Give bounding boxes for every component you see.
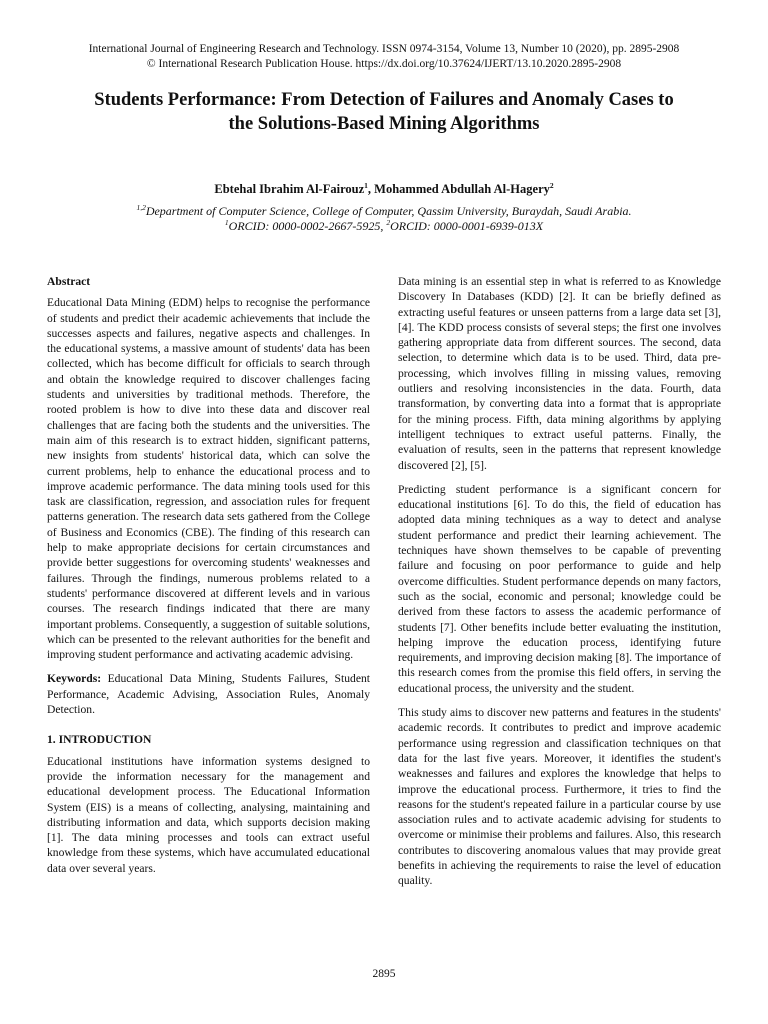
orcid-2-text: ORCID: 0000-0001-6939-013X [390, 219, 544, 233]
paper-title-line-2: the Solutions-Based Mining Algorithms [228, 114, 540, 134]
author-separator: , [367, 182, 375, 196]
abstract-text: Educational Data Mining (EDM) helps to recognise the performance of students and predict their academic achievements that include the successes aspects and failures, negative aspects and challenges. In the educational systems, a massive amount of students' data has been collected, which has become difficult for officials to search through and obtain the knowledge required to discover challenges facing students and universities by traditional methods. Therefore, the rooted problem is how to dive into these data and discover real challenges that are facing both the students and the universities. The main aim of this research is to extract hidden, significant patterns, new insights from students' historical data, which can solve the current problems, help to enhance the educational process and to improve academic performance. The data mining tools used for this task are classification, regression, and association rules for frequent patterns generation. The research data sets gathered from the College of Business and Economics (CBE). The finding of this research can help to make appropriate decisions for certain circumstances and provide better suggestions for overcoming students' weaknesses and failures. Through the findings, numerous problems related to a students' performance discovered at different levels and in various courses. The research findings indicated that there are many important problems. Consequently, a suggestion of suitable solutions, which can be presented to the relevant authorities for the benefit and improving student performance and activating academic advising. [47, 296, 370, 662]
department-superscript: 1,2 [136, 203, 146, 212]
department-text: Department of Computer Science, College of Computer, Qassim University, Buraydah, Saudi Arabia. [145, 204, 632, 218]
author-2-superscript: 2 [549, 180, 554, 190]
introduction-paragraph-4: This study aims to discover new patterns and features in the students' academic records. It contributes to predict and improve academic performance using regression and classification techniques on that data for the last five years. Moreover, it identifies the student's weaknesses and failures and explores the knowledge that helps to improve the educational process. Furthermore, it tries to find the reasons for the student's repeated failure in a particular course by use association rules and to activate academic advising for students to overcome or minimise their problems and failures. Also, this research contributes to discovering anomalous values that may provide great benefits in achieving the requirements to raise the level of education quality. [398, 706, 721, 888]
orcid-line [0, 219, 768, 234]
right-column [398, 274, 721, 898]
left-column [47, 274, 370, 885]
author-name-2: Mohammed Abdullah Al-Hagery [374, 182, 550, 196]
introduction-heading: 1. INTRODUCTION [47, 733, 152, 747]
journal-header [0, 42, 768, 72]
abstract-heading: Abstract [47, 275, 91, 288]
author-list [0, 182, 768, 197]
author-name-1: Ebtehal Ibrahim Al-Fairouz [214, 182, 365, 196]
orcid-2-superscript: 2 [386, 218, 391, 227]
paper-title-line-1: Students Performance: From Detection of Failures and Anomaly Cases to [94, 90, 674, 110]
page-number: 2895 [372, 968, 396, 980]
journal-doi-line: © International Research Publication House. https://dx.doi.org/10.37624/IJERT/13.10.2020.2895-2908 [146, 58, 622, 70]
department-line [0, 204, 768, 219]
paper-title [40, 88, 728, 136]
orcid-1-superscript: 1 [224, 218, 229, 227]
introduction-paragraph-1: Educational institutions have information systems designed to provide the information necessary for the management and educational development process. The Educational Information System (EIS) is a means of collecting, analysing, maintaining and distributing information and data, which supports decision making [1]. The data mining processes and tools can extract useful knowledge from these systems, which have accumulated educational data over several years. [47, 754, 370, 875]
author-1-superscript: 1 [364, 180, 368, 190]
journal-citation-line: International Journal of Engineering Research and Technology. ISSN 0974-3154, Volume 13, Number 10 (2020), pp. 2895-2908 [88, 43, 680, 55]
introduction-paragraph-2: Data mining is an essential step in what is referred to as Knowledge Discovery In Databases (KDD) [2]. It can be briefly defined as extracting useful features or unseen patterns from a large data set [3], [4]. The KDD process consists of several steps; the first one involves gathering appropriate data from different sources. The second, data selection, to determine which data is to be used. Third, data pre-processing, which involves filling in missing values, removing outliers and resolving inconsistencies in the data. Fourth, data transformation, by converting data into a format that is appropriate for the mining process. Fifth, data mining algorithms by applying intelligent techniques to extract useful patterns. Finally, the evaluation of results, seen in the patterns that represent knowledge discovered [2], [5]. [398, 275, 721, 472]
keywords-text: Educational Data Mining, Students Failures, Student Performance, Academic Advising, Association Rules, Anomaly Detection. [47, 672, 370, 717]
orcid-1-text: ORCID: 0000-0002-2667-5925, [228, 219, 387, 233]
keywords-label: Keywords: [47, 672, 102, 686]
introduction-paragraph-3: Predicting student performance is a significant concern for educational institutions [6]. To do this, the field of education has adopted data mining techniques as a way to detect and analyse student performance and predict their learning achievement. The techniques have shown themselves to be capable of preventing failure and focusing on poor performance to guide and help overcome difficulties. Student performance depends on many factors, such as the social, economic and personal; knowledge could be derived from these factors to assess the academic performance of students [7]. Other benefits include better evaluating the institution, helping improve the education process, identifying future requirements, and improving decision making [8]. The importance of this research comes from the promise this field offers, in serving the educational process, the university and the student. [398, 482, 721, 695]
affiliation-block [0, 204, 768, 234]
keywords-paragraph [47, 671, 370, 717]
